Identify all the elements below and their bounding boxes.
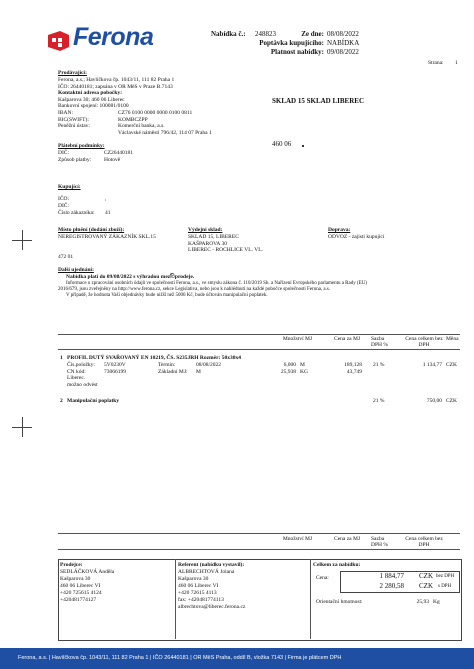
item-label-number: Čís.položky:: [67, 362, 95, 368]
item-qty-kg: 25,938: [280, 368, 296, 375]
item-unit: M: [300, 362, 305, 368]
buyer-label-customer: Číslo zákazníka:: [58, 210, 95, 216]
payer-heading: Plátební podmínky:: [58, 143, 105, 149]
request-label: Poptávka kupujícího:: [259, 39, 324, 47]
place-heading: Místo plnění (dodání zboží):: [58, 227, 125, 233]
referent-line-4: +420 72615 4113: [178, 590, 217, 596]
buyer-value-customer: 41: [105, 210, 111, 216]
summary-header-rule: [58, 549, 460, 550]
ferona-logo: [47, 23, 167, 56]
table-top-rule: [58, 334, 460, 335]
item2-no: 2: [60, 398, 63, 404]
page-label: Strana:: [428, 60, 444, 66]
total-price-label: Cena:: [316, 575, 329, 581]
referent-heading: Referent (nabídku vystavil):: [178, 562, 245, 568]
buyer-heading: Kupující:: [58, 184, 81, 190]
item-label-cn: CN kód:: [67, 368, 86, 375]
payer-label-method: Způsob platby:: [58, 157, 92, 163]
total-net-currency: CZK: [419, 572, 433, 580]
offer-number-label: Nabídka č.:: [211, 30, 246, 38]
referent-email[interactable]: albrechtova@liberec.ferona.cz: [178, 604, 246, 610]
warehouse-code: 460 06: [272, 140, 292, 148]
item-price-kg: 43,749: [346, 368, 362, 375]
payer-value-dic: CZ26440181: [104, 150, 134, 156]
contact-line-2: Bankovní spojení: 100081/0100: [58, 103, 129, 109]
contact-line-1: Kašparova 30; 460 06 Liberec: [58, 96, 125, 103]
payer-label-dic: DIČ:: [58, 150, 69, 156]
item2-currency: CZK: [446, 398, 457, 404]
total-gross: 2 280,58: [379, 582, 404, 590]
item-unit-kg: KG: [300, 368, 308, 375]
ferona-logo-text: Ferona: [73, 23, 154, 51]
item-qty: 6,000: [283, 362, 296, 368]
total-net-note: bez DPH: [436, 574, 455, 579]
item2-total: 750,00: [426, 398, 442, 404]
seller-contact-line-1: SEDLÁČKOVÁ Anděla: [60, 569, 115, 575]
transport-line-1: ODVOZ - zajistí kupující: [328, 234, 385, 240]
payer-value-method: Hotově: [104, 157, 121, 163]
bank-value-iban: CZ76 0100 0000 0000 0100 0811: [118, 110, 193, 116]
arrangements-line-3: V případě, že hodnota Vaší objednávky bude nižší než 5000 Kč, bude účtován manipulační poplatek.: [66, 293, 268, 298]
referent-line-1: ALBRECHTOVÁ Jolana: [178, 569, 235, 575]
buyer-label-ico: IČO:: [58, 196, 69, 202]
item-value-cn: 73066199: [104, 368, 126, 375]
date-label: Ze dne:: [301, 30, 324, 38]
col-header-total: Cena celkem bez DPH: [405, 336, 443, 348]
col-header-price: Cena za MJ: [334, 336, 360, 342]
arrangements-line-2: 2016/679, jsou zveřejněny na http://www.ferona.cz, sekce Legislativa, nebo jsou k nahlédnutí na každé pobočce společnosti Ferona, a.s.: [58, 287, 331, 292]
seller-contact-line-4: +420 725615 4124: [60, 590, 102, 596]
date: 08/08/2022: [327, 30, 359, 38]
total-gross-currency: CZK: [419, 582, 433, 590]
item-price: 189,128: [344, 362, 362, 368]
validity: 09/08/2022: [327, 48, 359, 56]
weight-label: Orientační hmotnost:: [316, 599, 363, 605]
summary-header-price: Cena za MJ: [334, 536, 360, 542]
col-header-vat: Sazba DPH %: [371, 336, 388, 348]
item-total: 1 134,77: [422, 362, 442, 368]
referent-line-2: Kašparova 30: [178, 576, 209, 582]
bank-value-institution: Komerční banka, a.s.: [118, 123, 165, 129]
validity-label: Platnost nabídky:: [270, 48, 324, 56]
issue-heading: Výdejní sklad:: [188, 227, 223, 233]
ferona-logo-mark: [47, 29, 71, 53]
table-header-rule: [58, 349, 460, 350]
total-net: 1 884,77: [379, 572, 404, 580]
footer-text: Ferona, a.s. | Havlíčkova čp. 1043/11, 111 82 Praha 1 | IČO 26440181 | OR MěS Praha, oddíl B, vložka 7143 | Firma je plátcem DPH: [18, 655, 342, 661]
item-vat: 21 %: [373, 362, 385, 368]
buyer-label-dic: DIČ:: [58, 203, 69, 209]
item2-name: Manipulační poplatky: [67, 398, 120, 404]
arrangements-bold-line: Nabídka platí do 09/08/2022 s výhradou mezिprodeje.: [66, 274, 195, 280]
request: NABÍDKA: [327, 39, 360, 47]
referent-line-3: 460 06 Liberec VI: [178, 583, 219, 589]
referent-line-5: fax: +420481774113: [178, 597, 224, 603]
transport-heading: Doprava:: [328, 227, 351, 233]
summary-header-vat: Sazba DPH %: [371, 536, 388, 548]
total-heading: Celkem za nabídku:: [313, 562, 361, 568]
seller-contact-line-3: 460 06 Liberec VI: [60, 583, 101, 589]
contact-heading: Kontaktní adresa pobočky:: [58, 90, 123, 96]
item-no: 1: [60, 355, 63, 361]
col-header-mj: Množství MJ: [282, 336, 312, 342]
item-name: PROFIL DUTÝ SVAŘOVANÝ EN 10219, ČS. S235JRH Rozměr: 50x30x4: [67, 355, 241, 361]
bank-value-address: Václavské náměstí 796/42, 114 07 Praha 1: [118, 129, 212, 136]
summary-header-mj: Množství MJ: [282, 536, 312, 542]
item-extra-1: Liberec.: [67, 375, 86, 381]
offer-number: 248823: [255, 30, 276, 38]
warehouse-title: SKLAD 15 SKLAD LIBEREC: [272, 97, 364, 105]
issue-line-3: LIBEREC - ROCHLICE VL. VL.: [188, 247, 263, 253]
warehouse-dot: [302, 145, 304, 147]
page-number: 1: [455, 60, 458, 66]
bank-value-bic: KOMBCZPP: [118, 116, 148, 123]
bank-label-institution: Peněžní ústav:: [58, 123, 90, 129]
issue-line-2: KAŠPAROVA 30: [188, 240, 227, 247]
arrangements-heading: Další ujednání:: [58, 267, 94, 273]
arrangements-line-1: Informace o zpracování osobních údajů ve společnosti Ferona, a.s., ve smyslu zákona č. 110/2019 Sb. a Nařízení Evropského parlamentu a Rady (EU): [66, 281, 367, 286]
seller-contact-heading: Prodejce:: [60, 562, 83, 568]
item2-vat: 21 %: [373, 398, 385, 404]
bottom-divider-1: [175, 559, 176, 639]
seller-contact-line-2: Kašparova 30: [60, 576, 91, 582]
seller-contact-line-5: +420481774127: [60, 597, 97, 603]
seller-line-1: Ferona, a.s.; Havlíčkova čp. 1043/11, 111 82 Praha 1: [58, 77, 175, 83]
place-line-1: NEREGISTROVANÝ ZÁKAZNÍK SKL.15: [58, 234, 156, 240]
bank-label-bic: BIC(SWIFT):: [58, 116, 89, 123]
item-extra-2: možno odvést: [67, 381, 98, 388]
total-gross-note: s DPH: [438, 584, 452, 589]
bottom-divider-2: [310, 559, 311, 639]
seller-line-2: IČO: 26440181; zapsána v OR MěS v Praze B.7143: [58, 83, 173, 90]
item-base-mj: M: [196, 368, 201, 375]
bank-label-iban: IBAN:: [58, 110, 73, 116]
item-term-label: Termín:: [158, 362, 176, 368]
item-currency: CZK: [446, 362, 457, 368]
item-value-number: 5V0230V: [104, 362, 126, 368]
item-term: 08/08/2022: [196, 362, 222, 368]
weight-unit: Kg: [433, 599, 440, 605]
col-header-currency: Měna: [446, 336, 459, 342]
seller-heading: Prodávající:: [58, 70, 87, 76]
weight-value: 25,93: [416, 599, 429, 605]
issue-line-1: SKLAD 15, LIBEREC: [188, 234, 239, 240]
summary-top-rule: [58, 533, 460, 534]
summary-header-total: Cena celkem bez DPH: [405, 536, 443, 548]
place-line-4: 472 01: [58, 254, 74, 260]
buyer-value-ico: ,: [105, 196, 107, 202]
item-base-mj-label: Základní MJ:: [158, 368, 188, 375]
